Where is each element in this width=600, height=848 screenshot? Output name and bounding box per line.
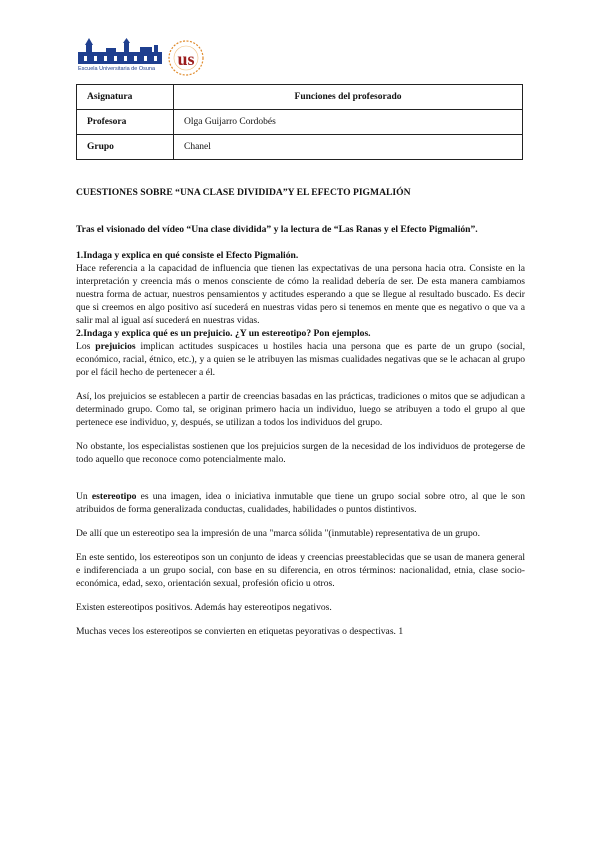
document-title: CUESTIONES SOBRE “UNA CLASE DIVIDIDA”Y EL EFECTO PIGMALIÓN bbox=[76, 187, 411, 198]
term-estereotipo: estereotipo bbox=[91, 491, 137, 502]
prejuicios-paragraph bbox=[76, 340, 525, 379]
teacher-label: Profesora bbox=[77, 110, 174, 135]
prejuicios-specialists-paragraph: No obstante, los especialistas sostienen que los prejuicios surgen de la necesidad de los individuos de protegerse de todo aquello que reconoce como potencialmente malo. bbox=[76, 441, 525, 465]
group-value: Chanel bbox=[174, 135, 523, 160]
paragraph-text: es una imagen, idea o iniciativa inmutable que tiene un grupo social sobre otro, al que le son atribuidos de forma generalizada conductas, cualidades, habilidades o puntos distintivos. bbox=[76, 491, 526, 515]
estereotipo-definition-paragraph: En este sentido, los estereotipos son un conjunto de ideas y creencias preestablecidas que se usan de manera general e indiferenciada a un grupo social, con base en su diferencia, en otros términos: nacionalidad, etnia, clase socio-económica, edad, sexo, orientación sexual, profesión oficio u otros. bbox=[76, 552, 525, 589]
estereotipo-impression-paragraph: De allí que un estereotipo sea la impresión de una "marca sólida "(inmutable) representativa de un grupo. bbox=[76, 528, 480, 539]
question-1-answer: Hace referencia a la capacidad de influencia que tienen las expectativas de una persona hacia otra. Consiste en la interpretación y creencia más o menos consciente de cómo la realidad debería de ser. De esta manera cambiamos nuestra forma de actuar, nuestros pensamientos y actitudes esperando a que se llegue al resultado buscado. Es decir que si creemos en algo positivo así sucederá en nuestras vidas pero si tenemos en mente que es negativo o que va a salir mal al igual así sucederá en nuestras vidas. bbox=[76, 263, 525, 326]
subject-value: Funciones del profesorado bbox=[174, 85, 523, 110]
school-logo-caption: Escuela Universitaria de Osuna bbox=[78, 66, 156, 72]
question-2-heading: 2.Indaga y explica qué es un prejuicio. ¿Y un estereotipo? Pon ejemplos. bbox=[76, 328, 371, 339]
building-skyline-icon bbox=[76, 38, 164, 68]
estereotipo-paragraph bbox=[76, 490, 525, 516]
estereotipo-types-paragraph: Existen estereotipos positivos. Además hay estereotipos negativos. bbox=[76, 602, 332, 613]
table-row bbox=[77, 110, 523, 135]
group-label: Grupo bbox=[77, 135, 174, 160]
paragraph-text: Un bbox=[76, 491, 92, 502]
estereotipo-labels-paragraph: Muchas veces los estereotipos se convierten en etiquetas peyorativas o despectivas. 1 bbox=[76, 626, 404, 637]
paragraph-text: implican actitudes suspicaces u hostiles hacia una persona que es parte de un grupo (social, económico, racial, étnico, etc.), y a quien se le atribuyen las mismas cualidades negativas que se le achacan al grupo por el fácil hecho de pertenecer a él. bbox=[76, 341, 525, 378]
university-seal-icon bbox=[162, 38, 214, 78]
subject-label: Asignatura bbox=[77, 85, 174, 110]
question-1-heading: 1.Indaga y explica en qué consiste el Efecto Pigmalión. bbox=[76, 250, 299, 261]
teacher-value: Olga Guijarro Cordobés bbox=[174, 110, 523, 135]
table-row bbox=[77, 85, 523, 110]
course-info-table bbox=[76, 84, 523, 160]
document-body bbox=[76, 186, 525, 638]
prejuicios-origin-paragraph: Así, los prejuicios se establecen a partir de creencias basadas en las prácticas, tradiciones o mitos que se adjudican a determinado grupo. Como tal, se originan primero hacia un individuo, luego se atribuyen a todo el grupo al que pertenece ese individuo, y, después, se utilizan a todos los individuos del grupo. bbox=[76, 391, 525, 428]
seal-letters: us bbox=[177, 49, 195, 69]
table-row bbox=[77, 135, 523, 160]
university-seal bbox=[162, 38, 214, 78]
paragraph-text: Los bbox=[76, 341, 96, 352]
document-intro: Tras el visionado del vídeo “Una clase dividida” y la lectura de “Las Ranas y el Efecto Pigmalión”. bbox=[76, 224, 478, 235]
term-prejuicios: prejuicios bbox=[95, 341, 136, 352]
